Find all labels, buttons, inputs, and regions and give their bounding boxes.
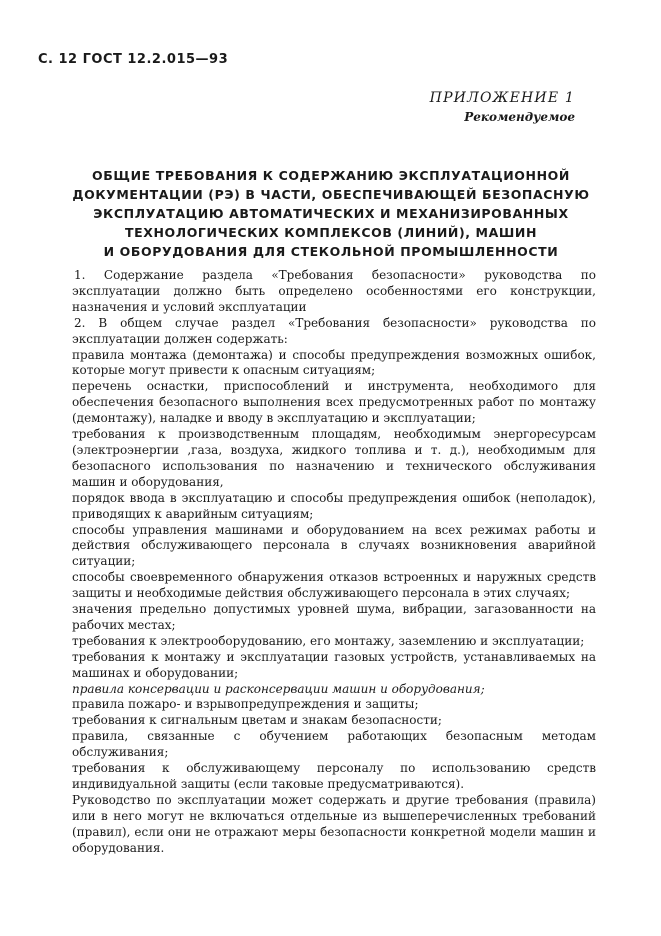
title-line: ТЕХНОЛОГИЧЕСКИХ КОМПЛЕКСОВ (ЛИНИЙ), МАШИН [124, 225, 538, 240]
list-item: способы своевременного обнаружения отказов встроенных и наружных средств защиты и необходимые действия обслуживающего персонала в этих случаях; [72, 570, 596, 601]
list-item: перечень оснастки, приспособлений и инструмента, необходимого для обеспечения безопасного выполнения всех предусмотренных работ по монтажу (демонтажу), наладке и вводу в эксплуатацию и эксплуатации; [72, 379, 596, 426]
list-item: правила, связанные с обучением работающих безопасным методам обслуживания; [72, 729, 596, 760]
closing-paragraph: Руководство по эксплуатации может содержать и другие требования (правила) или в него могут не включаться отдельные из вышеперечисленных требований (правил), если они не отражают меры безопасности конкретной модели машин и оборудования. [72, 792, 596, 855]
section-title [40, 166, 622, 261]
list-item: требования к электрооборудованию, его монтажу, заземлению и эксплуатации; [72, 633, 585, 648]
list-item: правила консервации и расконсервации машин и оборудования; [72, 681, 485, 696]
appendix-label [430, 90, 575, 124]
list-item: требования к производственным площадям, необходимым энергоресурсам (электроэнергии ,газа, воздуха, жидкого топлива и т. д.), необходимым для безопасного использования по назначению и технического обслуживания машин и оборудования, [72, 427, 596, 489]
list-item: порядок ввода в эксплуатацию и способы предупреждения ошибок (неполадок), приводящих к аварийным ситуациям; [72, 490, 596, 521]
document-body [72, 268, 596, 857]
title-line: ДОКУМЕНТАЦИИ (РЭ) В ЧАСТИ, ОБЕСПЕЧИВАЮЩЕЙ БЕЗОПАСНУЮ [72, 187, 590, 202]
list-item: требования к сигнальным цветам и знакам безопасности; [72, 713, 442, 728]
title-line: И ОБОРУДОВАНИЯ ДЛЯ СТЕКОЛЬНОЙ ПРОМЫШЛЕННОСТИ [103, 244, 559, 259]
list-item: значения предельно допустимых уровней шума, вибрации, загазованности на рабочих местах; [72, 602, 596, 632]
title-line: ЭКСПЛУАТАЦИЮ АВТОМАТИЧЕСКИХ И МЕХАНИЗИРОВАННЫХ [93, 206, 569, 221]
list-item: правила пожаро- и взрывопредупреждения и защиты; [72, 697, 419, 712]
paragraph-1: 1. Содержание раздела «Требования безопасности» руководства по эксплуатации должно быть определено особенностями его конструкции, назначения и условий эксплуатации [72, 268, 596, 314]
list-item: требования к обслуживающему персоналу по использованию средств индивидуальной защиты (если таковые предусматриваются). [72, 761, 596, 791]
list-item: правила монтажа (демонтажа) и способы предупреждения возможных ошибок, которые могут привести к опасным ситуациям; [72, 347, 596, 378]
paragraph-2: 2. В общем случае раздел «Требования безопасности» руководства по эксплуатации должен содержать: [72, 315, 596, 346]
title-line: ОБЩИЕ ТРЕБОВАНИЯ К СОДЕРЖАНИЮ ЭКСПЛУАТАЦИОННОЙ [92, 168, 570, 183]
list-item: способы управления машинами и оборудованием на всех режимах работы и действия обслуживающего персонала в случаях возникновения аварийной ситуации; [72, 522, 596, 569]
appendix-title: ПРИЛОЖЕНИЕ 1 [429, 90, 575, 106]
appendix-subtitle: Рекомендуемое [464, 110, 575, 124]
list-item: требования к монтажу и эксплуатации газовых устройств, устанавливаемых на машинах и оборудовании; [72, 649, 596, 680]
page-header: С. 12 ГОСТ 12.2.015—93 [38, 52, 229, 67]
